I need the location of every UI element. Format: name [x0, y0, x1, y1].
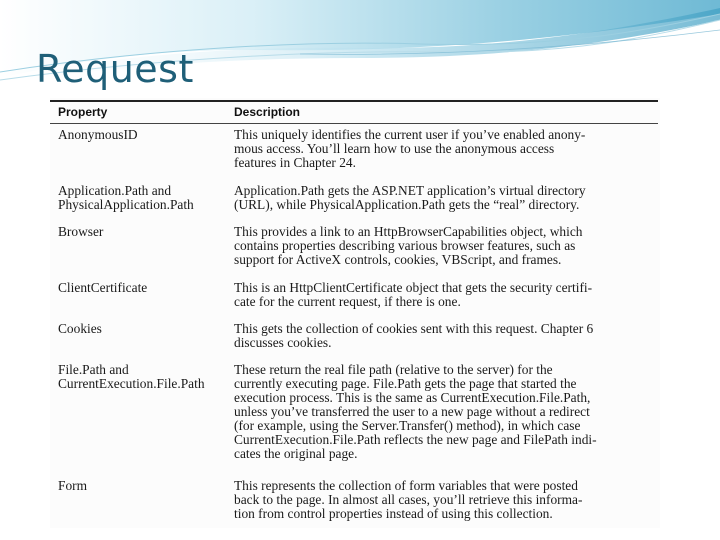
header-description: Description: [234, 105, 301, 119]
row-description-form: This represents the collection of form variables that were posted back to the page. In almost all cases, you’ll retrieve this informa- tion from control properties instead of using this collection.: [234, 478, 583, 521]
row-description-clientcertificate: This is an HttpClientCertificate object that gets the security certifi- cate for the current request, if there is one.: [234, 280, 593, 309]
row-property-clientcertificate: ClientCertificate: [58, 280, 148, 295]
table-top-rule: [50, 100, 658, 102]
row-description-application-path: Application.Path gets the ASP.NET application’s virtual directory (URL), while PhysicalApplication.Path gets the “real” directory.: [234, 183, 586, 212]
row-description-anonymousid: This uniquely identifies the current user if you’ve enabled anony- mous access. You’ll learn how to use the anonymous access features in Chapter 24.: [234, 127, 586, 170]
row-description-filepath: These return the real file path (relative to the server) for the currently executing page. File.Path gets the page that started the execution process. This is the same as CurrentExecution.File.Path, unless you’ve transferred the user to a new page without a redirect (for example, using the Server.Transfer() method), in which case CurrentExecution.File.Path reflects the new page and FilePath indi- cates the original page.: [234, 362, 597, 461]
row-property-application-path: Application.Path and PhysicalApplication.Path: [58, 183, 194, 212]
row-property-form: Form: [58, 478, 88, 493]
property-table: [50, 98, 660, 528]
row-description-browser: This provides a link to an HttpBrowserCapabilities object, which contains properties describing various browser features, such as support for ActiveX controls, cookies, VBScript, and frames.: [234, 224, 583, 267]
row-property-anonymousid: AnonymousID: [58, 127, 138, 142]
slide-title: Request: [36, 47, 194, 91]
table-header-rule: [50, 123, 658, 124]
row-property-cookies: Cookies: [58, 321, 102, 336]
row-property-browser: Browser: [58, 224, 104, 239]
row-property-filepath: File.Path and CurrentExecution.File.Path: [58, 362, 205, 391]
header-property: Property: [58, 105, 108, 119]
row-description-cookies: This gets the collection of cookies sent with this request. Chapter 6 discusses cookies.: [234, 321, 594, 350]
